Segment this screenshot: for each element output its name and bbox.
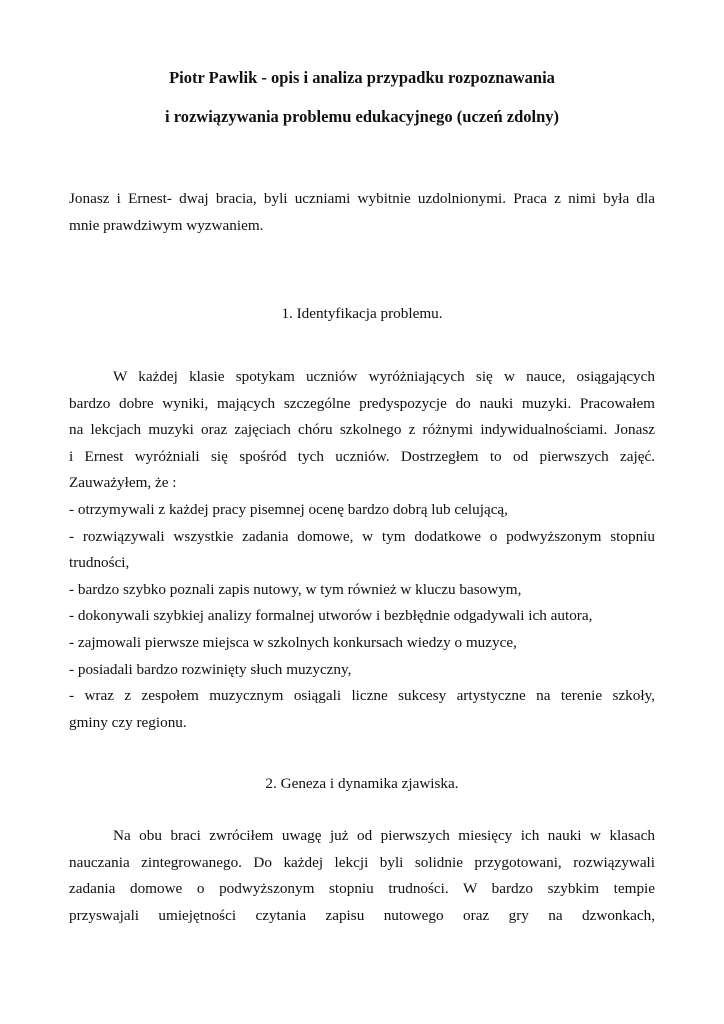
list-item: - rozwiązywali wszystkie zadania domowe, w tym dodatkowe o podwyższonym stopniu [69,527,655,545]
list-item: - otrzymywali z każdej pracy pisemnej ocenę bardzo dobrą lub celującą, [69,500,508,518]
section-1-body [69,364,655,736]
section-2-heading: 2. Geneza i dynamika zjawiska. [265,775,459,792]
paragraph-line: Zauważyłem, że : [69,474,177,492]
paragraph-line: zadania domowe o podwyższonym stopniu trudności. W bardzo szybkim tempie [69,880,655,898]
intro-line: mnie prawdziwym wyzwaniem. [69,216,264,234]
intro-line: Jonasz i Ernest- dwaj bracia, byli uczniami wybitnie uzdolnionymi. Praca z nimi była dla [69,190,655,207]
intro-paragraph [69,186,655,239]
paragraph-line: Na obu braci zwróciłem uwagę już od pierwszych miesięcy ich nauki w klasach [113,827,655,844]
document-title-line-1: Piotr Pawlik - opis i analiza przypadku rozpoznawania [169,68,555,87]
section-1-heading: 1. Identyfikacja problemu. [281,305,443,322]
paragraph-line: przyswajali umiejętności czytania zapisu nutowego oraz gry na dzwonkach, [69,906,655,924]
list-item: - bardzo szybko poznali zapis nutowy, w tym również w kluczu basowym, [69,580,522,598]
paragraph-line: na lekcjach muzyki oraz zajęciach chóru szkolnego z różnymi indywidualnościami. Jonasz [69,421,655,439]
paragraph-line: nauczania zintegrowanego. Do każdej lekcji byli solidnie przygotowani, rozwiązywali [69,853,655,871]
section-2-body [69,823,655,929]
list-item-continuation: gminy czy regionu. [69,713,187,731]
document-title-line-2: i rozwiązywania problemu edukacyjnego (uczeń zdolny) [164,107,559,126]
list-item: - dokonywali szybkiej analizy formalnej utworów i bezbłędnie odgadywali ich autora, [69,607,593,625]
list-item: - wraz z zespołem muzycznym osiągali liczne sukcesy artystyczne na terenie szkoły, [69,687,655,705]
list-item: - posiadali bardzo rozwinięty słuch muzyczny, [69,660,352,678]
list-item: - zajmowali pierwsze miejsca w szkolnych konkursach wiedzy o muzyce, [69,633,517,651]
paragraph-line: i Ernest wyróżniali się spośród tych uczniów. Dostrzegłem to od pierwszych zajęć. [69,447,655,465]
list-item-continuation: trudności, [69,554,130,572]
paragraph-line: bardzo dobre wyniki, mających szczególne predyspozycje do nauki muzyki. Pracowałem [69,394,655,412]
paragraph-line: W każdej klasie spotykam uczniów wyróżniających się w nauce, osiągających [113,368,655,385]
